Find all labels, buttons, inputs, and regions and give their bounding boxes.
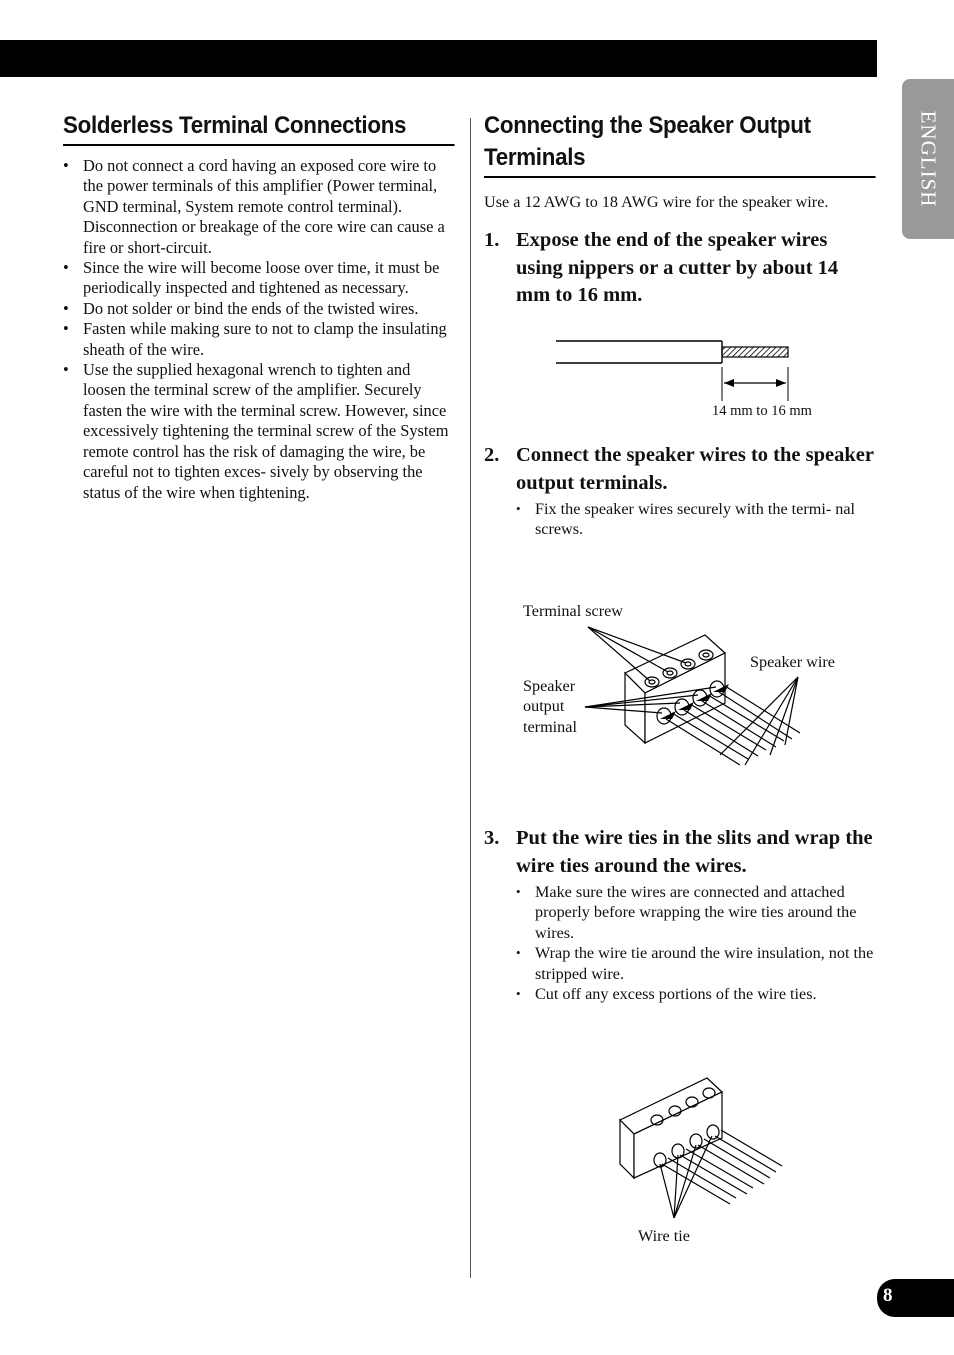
column-divider: [470, 118, 471, 1278]
terminal-screw-label: Terminal screw: [523, 602, 623, 620]
step-number: 2.: [484, 444, 500, 466]
page-number: 8: [883, 1285, 893, 1306]
step-3-bullets: [516, 882, 877, 1004]
page-number-badge: [877, 1279, 954, 1317]
step-2-block: [484, 442, 877, 540]
step-2-bullets: [516, 499, 877, 540]
step-number: 3.: [484, 827, 500, 849]
list-item: • Since the wire will become loose over time, it must be periodically inspected and tightened as necessary.: [63, 258, 456, 299]
step-number: 1.: [484, 229, 500, 251]
header-bar: [0, 40, 877, 77]
step-1: [484, 227, 877, 310]
right-column: [484, 110, 877, 310]
speaker-wire-label: Speaker wire: [750, 653, 835, 671]
language-tab: [902, 79, 954, 239]
solderless-bullet-list: [63, 156, 456, 503]
wire-tie-label: Wire tie: [638, 1227, 690, 1245]
section-title-speaker-output: Connecting the Speaker Output Terminals: [484, 110, 875, 178]
list-item: • Do not solder or bind the ends of the twisted wires.: [63, 299, 456, 319]
list-item: • Cut off any excess portions of the wire ties.: [516, 984, 877, 1004]
list-item: • Make sure the wires are connected and attached properly before wrapping the wire ties around the wires.: [516, 882, 877, 943]
terminal-connection-diagram: [580, 615, 840, 785]
section-title-solderless: Solderless Terminal Connections: [63, 110, 454, 146]
speaker-output-label-line1: Speaker: [523, 677, 576, 695]
intro-text: Use a 12 AWG to 18 AWG wire for the speaker wire.: [484, 193, 829, 211]
step-3-block: [484, 825, 877, 1004]
step-text: Put the wire ties in the slits and wrap the wire ties around the wires.: [516, 827, 873, 877]
left-column: [63, 110, 456, 503]
list-item: • Do not connect a cord having an exposed core wire to the power terminals of this amplifier (Power terminal, GND terminal, System remote control terminal). Disconnection or breakage of the core wire can cause a fire or short-circuit.: [63, 156, 456, 258]
step-text: Expose the end of the speaker wires using nippers or a cutter by about 14 mm to 16 mm.: [516, 229, 839, 306]
list-item: • Fasten while making sure to not to clamp the insulating sheath of the wire.: [63, 319, 456, 360]
list-item: • Fix the speaker wires securely with the termi- nal screws.: [516, 499, 877, 540]
list-item: • Use the supplied hexagonal wrench to tighten and loosen the terminal screw of the amplifier. Securely fasten the wire with the terminal screw. However, since excessively tightening the terminal screw of the System remote control has the risk of damaging the wire, be careful not to tighten exces- sively by observing the status of the wire when tightening.: [63, 360, 456, 503]
strip-length-label: 14 mm to 16 mm: [712, 403, 812, 419]
step-2: [484, 442, 877, 497]
step-3: [484, 825, 877, 880]
speaker-output-label-line3: terminal: [523, 718, 577, 736]
speaker-output-label-line2: output: [523, 697, 565, 715]
list-item: • Wrap the wire tie around the wire insulation, not the stripped wire.: [516, 943, 877, 984]
step-text: Connect the speaker wires to the speaker output terminals.: [516, 444, 874, 494]
wire-tie-diagram: [612, 1060, 802, 1225]
language-label: ENGLISH: [916, 110, 941, 208]
